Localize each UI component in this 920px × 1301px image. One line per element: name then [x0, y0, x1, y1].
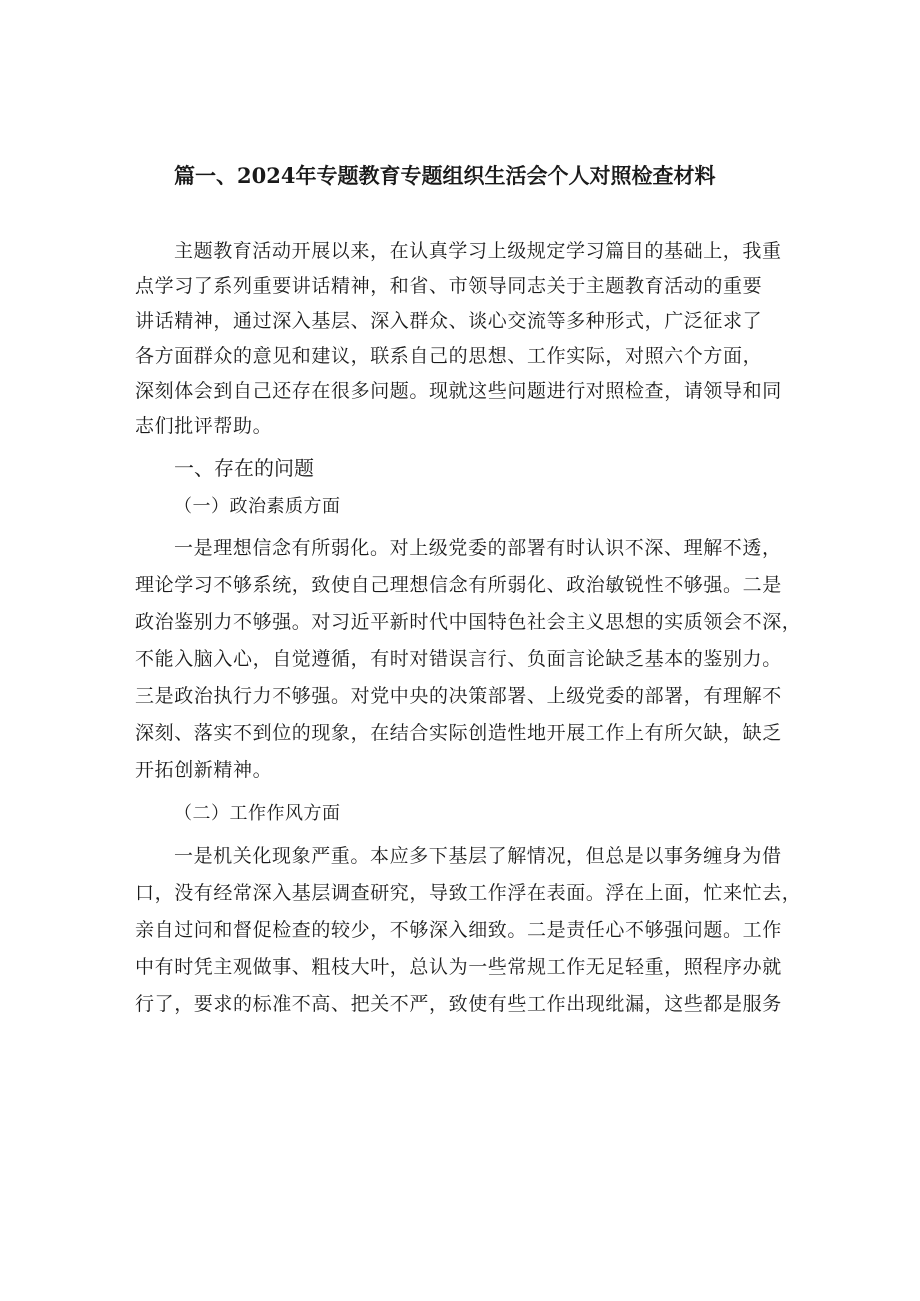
sub1-line-2: 理论学习不够系统，致使自己理想信念有所弱化、政治敏锐性不够强。二是 — [135, 574, 782, 596]
sub1-line-6: 深刻、落实不到位的现象，在结合实际创造性地开展工作上有所欠缺，缺乏 — [135, 722, 782, 744]
section-heading-problems: 一、存在的问题 — [174, 456, 314, 480]
document-title: 篇一、2024年专题教育专题组织生活会个人对照检查材料 — [174, 163, 716, 188]
sub2-line-4: 中有时凭主观做事、粗枝大叶，总认为一些常规工作无足轻重，照程序办就 — [135, 956, 782, 978]
sub1-line-3: 政治鉴别力不够强。对习近平新时代中国特色社会主义思想的实质领会不深， — [135, 611, 802, 633]
sub2-line-1: 一是机关化现象严重。本应多下基层了解情况，但总是以事务缠身为借 — [174, 845, 782, 867]
sub2-line-3: 亲自过问和督促检查的较少，不够深入细致。二是责任心不够强问题。工作 — [135, 919, 782, 941]
intro-line-3: 讲话精神，通过深入基层、深入群众、谈心交流等多种形式，广泛征求了 — [135, 310, 763, 332]
subsection-heading-political: （一）政治素质方面 — [174, 496, 341, 517]
intro-line-6: 志们批评帮助。 — [135, 415, 273, 437]
intro-line-4: 各方面群众的意见和建议，联系自己的思想、工作实际，对照六个方面， — [135, 345, 763, 367]
subsection-heading-work-style: （二）工作作风方面 — [174, 803, 341, 824]
intro-line-2: 点学习了系列重要讲话精神，和省、市领导同志关于主题教育活动的重要 — [135, 275, 763, 297]
sub1-line-1: 一是理想信念有所弱化。对上级党委的部署有时认识不深、理解不透， — [174, 537, 782, 559]
sub1-line-4: 不能入脑入心，自觉遵循，有时对错误言行、负面言论缺乏基本的鉴别力。 — [135, 648, 782, 670]
sub1-line-7: 开拓创新精神。 — [135, 759, 273, 781]
sub2-line-2: 口，没有经常深入基层调查研究，导致工作浮在表面。浮在上面，忙来忙去， — [135, 882, 802, 904]
sub1-line-5: 三是政治执行力不够强。对党中央的决策部署、上级党委的部署，有理解不 — [135, 685, 782, 707]
intro-line-5: 深刻体会到自己还存在很多问题。现就这些问题进行对照检查，请领导和同 — [135, 380, 782, 402]
intro-line-1: 主题教育活动开展以来，在认真学习上级规定学习篇目的基础上，我重 — [174, 240, 782, 262]
sub2-line-5: 行了，要求的标准不高、把关不严，致使有些工作出现纰漏，这些都是服务 — [135, 993, 782, 1015]
